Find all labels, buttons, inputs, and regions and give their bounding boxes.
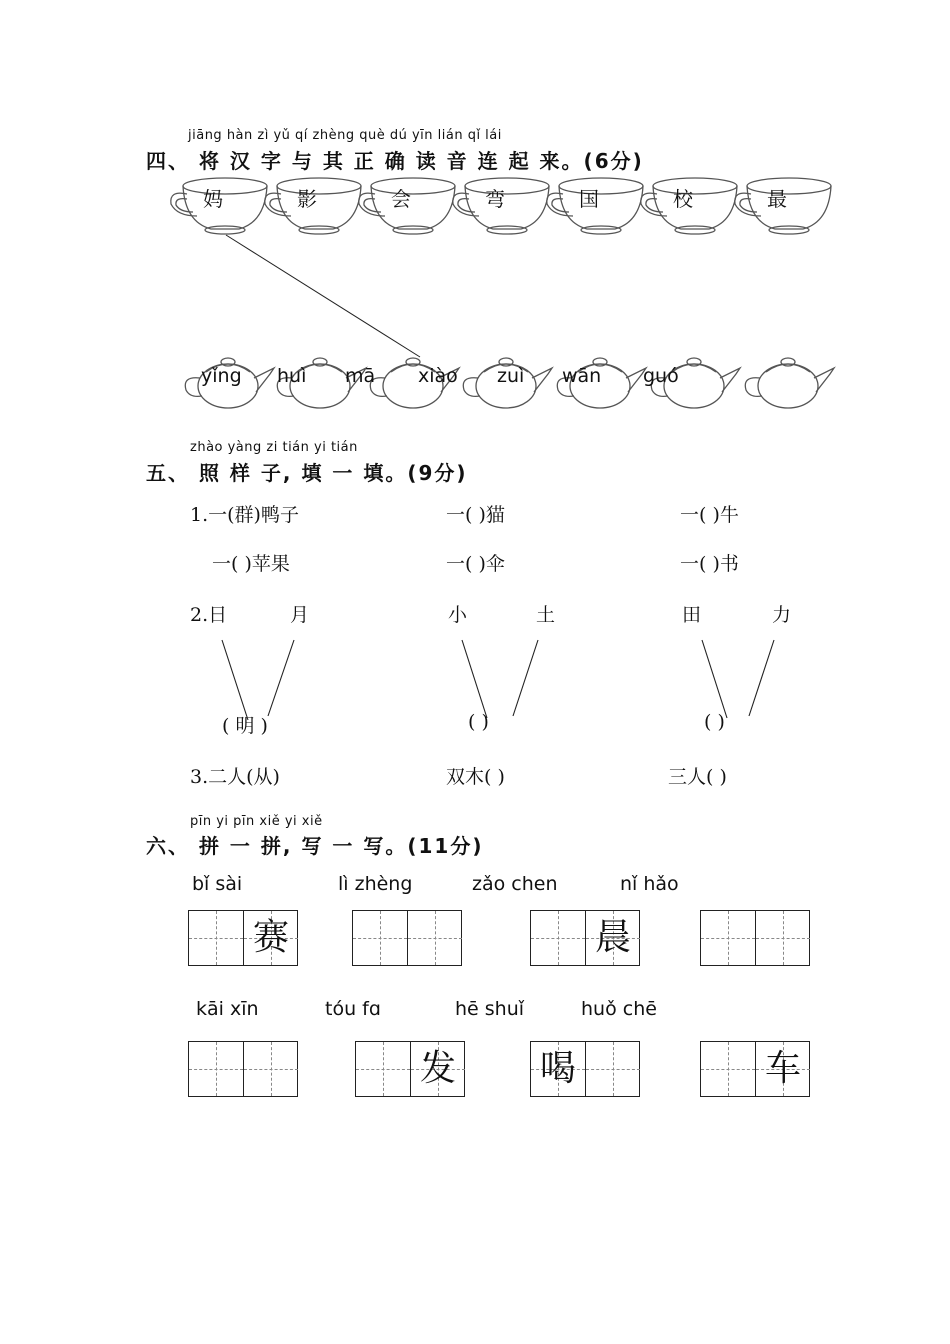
- teapot-pinyin: guó: [643, 365, 679, 387]
- cup-character: 弯: [485, 187, 505, 211]
- row5-item-1: 3.二人(从): [190, 766, 280, 788]
- grid-character: 晨: [594, 917, 631, 958]
- grid-cell[interactable]: [755, 911, 810, 965]
- row1-item-1: 1.一(群)鸭子: [190, 504, 299, 526]
- row2-pinyin-3: hē shuǐ: [455, 998, 525, 1020]
- row1-pinyin-2: lì zhèng: [338, 873, 413, 895]
- row2-pinyin-1: kāi xīn: [196, 998, 259, 1020]
- grid-cell[interactable]: [407, 911, 462, 965]
- row1-pinyin-1: bǐ sài: [192, 873, 243, 895]
- combine-mid-b: 土: [536, 604, 556, 626]
- cup-character: 会: [391, 187, 411, 211]
- section4-title: 四、 将 汉 字 与 其 正 确 读 音 连 起 来。(6分): [146, 149, 644, 173]
- grid-cell[interactable]: [243, 911, 298, 965]
- writing-grid[interactable]: [530, 910, 640, 966]
- cup-character: 校: [673, 187, 693, 211]
- grid-cell[interactable]: [531, 911, 585, 965]
- grid-character: 喝: [539, 1048, 576, 1089]
- grid-character: 发: [419, 1048, 456, 1089]
- section5-lines: [222, 640, 774, 720]
- writing-grid[interactable]: [530, 1041, 640, 1097]
- grid-cell[interactable]: [755, 1042, 810, 1096]
- grid-cell[interactable]: [353, 911, 407, 965]
- grid-cell[interactable]: [531, 1042, 585, 1096]
- writing-grid[interactable]: [700, 910, 810, 966]
- section4-pinyin: jiāng hàn zì yǔ qí zhèng què dú yīn lián qǐ lái: [188, 128, 502, 143]
- combine-left-b: 月: [290, 604, 310, 626]
- section5-pinyin: zhào yàng zi tián yi tián: [190, 440, 358, 455]
- row5-item-2: 双木( ): [446, 766, 505, 788]
- cup-character: 最: [767, 187, 787, 211]
- grid-cell[interactable]: [585, 911, 640, 965]
- row5-item-3: 三人( ): [668, 766, 727, 788]
- grid-cell[interactable]: [189, 911, 243, 965]
- combine-answer-1: ( 明 ): [222, 715, 268, 737]
- grid-cell[interactable]: [701, 1042, 755, 1096]
- teapot: [745, 358, 834, 408]
- row2-item-3: 一( )书: [680, 553, 739, 575]
- grid-character: 赛: [252, 917, 289, 958]
- combine-left-a: 2.日: [190, 604, 228, 626]
- row2-item-2: 一( )伞: [446, 553, 505, 575]
- row2-pinyin-2: tóu fɑ: [325, 998, 381, 1020]
- writing-grid[interactable]: [352, 910, 462, 966]
- teapot-pinyin: yǐng: [201, 365, 242, 387]
- teapot-pinyin: mā: [345, 365, 376, 387]
- section6-pinyin: pīn yi pīn xiě yi xiě: [190, 814, 323, 829]
- teapot-pinyin: zuì: [497, 365, 525, 387]
- row1-item-3: 一( )牛: [680, 504, 739, 526]
- cup-character: 国: [579, 187, 599, 211]
- combine-right-a: 田: [682, 604, 702, 626]
- teapot-pinyin: wān: [562, 365, 602, 387]
- row2-item-1: 一( )苹果: [212, 553, 290, 575]
- teapot-pinyin: xiào: [418, 365, 458, 387]
- cup-character: 妈: [203, 187, 223, 211]
- combine-answer-3: ( ): [704, 711, 725, 733]
- writing-grid[interactable]: [188, 1041, 298, 1097]
- writing-grid[interactable]: [355, 1041, 465, 1097]
- grid-cell[interactable]: [410, 1042, 465, 1096]
- section5-title: 五、 照 样 子, 填 一 填。(9分): [146, 461, 468, 485]
- writing-grid[interactable]: [700, 1041, 810, 1097]
- grid-character: 车: [764, 1048, 801, 1089]
- row1-pinyin-3: zǎo chen: [472, 873, 558, 895]
- row2-pinyin-4: huǒ chē: [581, 998, 657, 1020]
- row1-pinyin-4: nǐ hǎo: [620, 873, 679, 895]
- row1-item-2: 一( )猫: [446, 504, 505, 526]
- cup-character: 影: [297, 187, 317, 211]
- writing-grid[interactable]: [188, 910, 298, 966]
- grid-cell[interactable]: [585, 1042, 640, 1096]
- combine-mid-a: 小: [448, 604, 468, 626]
- teapot-pinyin: huì: [277, 365, 307, 387]
- section6-title: 六、 拼 一 拼, 写 一 写。(11分): [146, 834, 484, 858]
- grid-cell[interactable]: [243, 1042, 298, 1096]
- combine-right-b: 力: [772, 604, 792, 626]
- grid-cell[interactable]: [701, 911, 755, 965]
- example-connect-line: [226, 235, 420, 357]
- grid-cell[interactable]: [189, 1042, 243, 1096]
- grid-cell[interactable]: [356, 1042, 410, 1096]
- combine-answer-2: ( ): [468, 711, 489, 733]
